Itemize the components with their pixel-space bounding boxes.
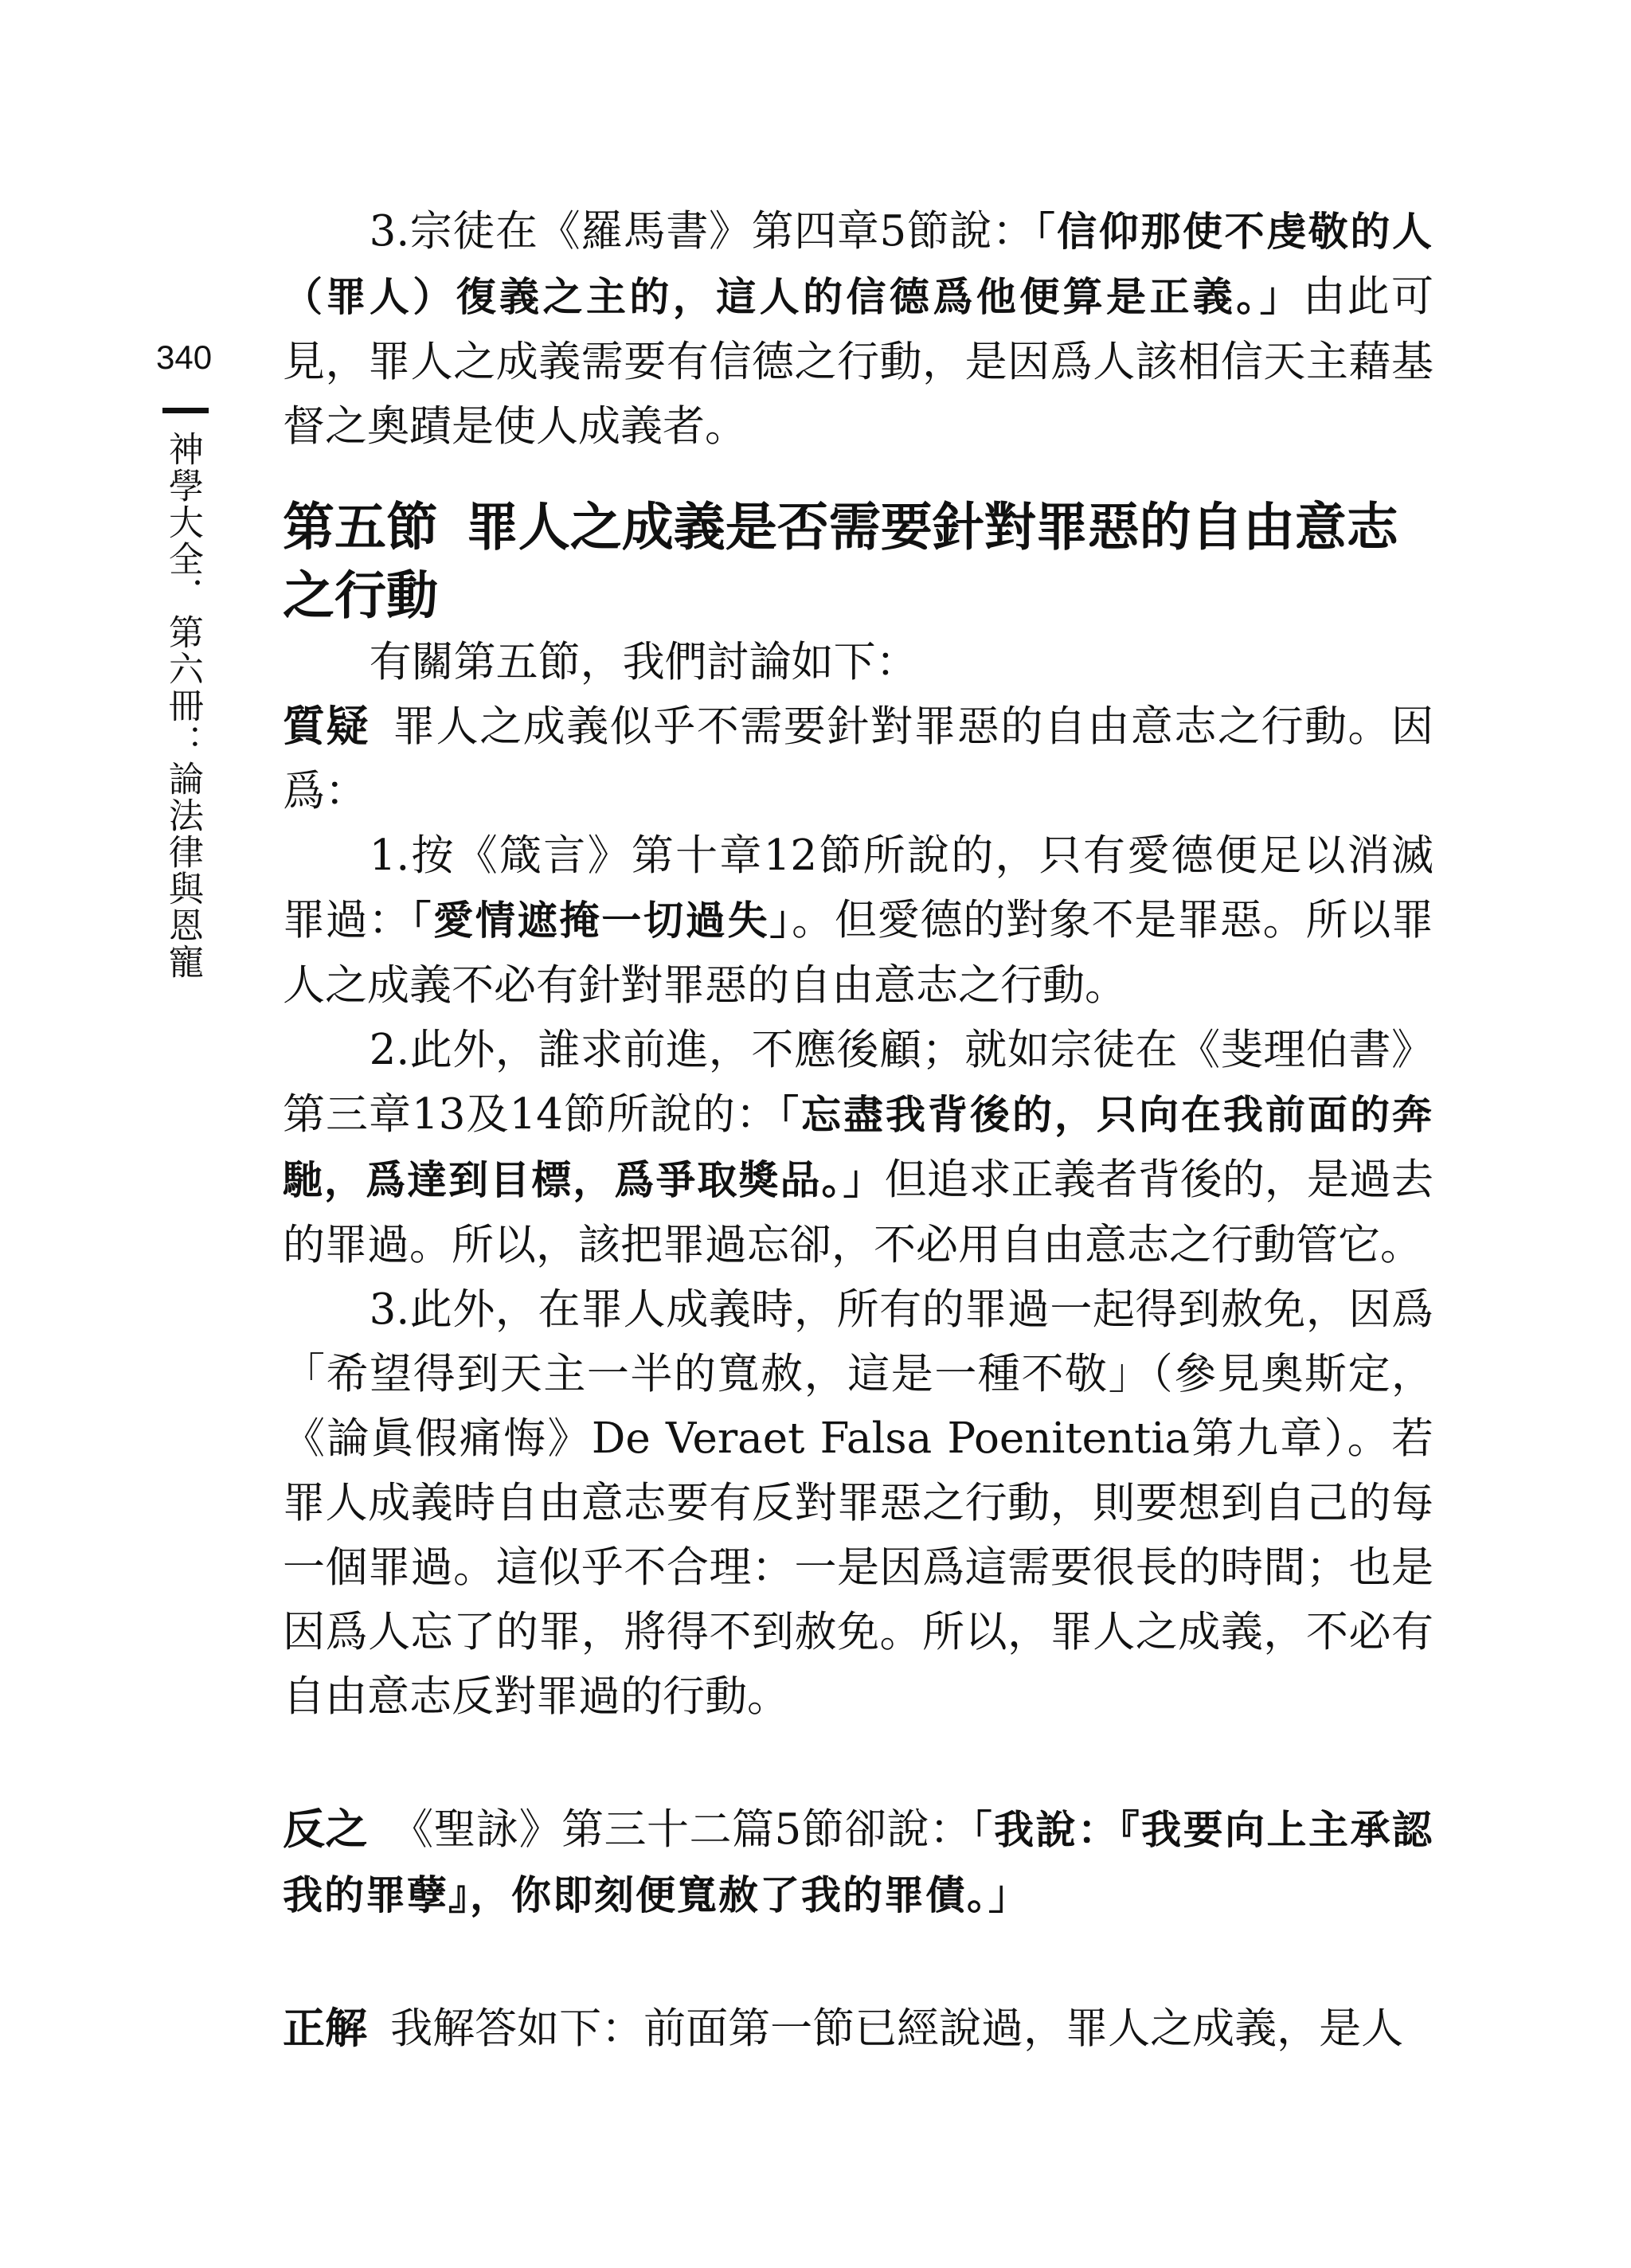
paragraph-text: 1.按《箴言》第十章12節所說的，只有愛德便足以消滅罪過： <box>283 831 1433 944</box>
objection-3: 3.此外，在罪人成義時，所有的罪過一起得到赦免，因爲「希望得到天主一半的寬赦，這是一種不敬」（參見奧斯定，《論眞假痛悔》De Veraet Falsa Poenitentia第九章）。若罪人成義時自由意志要有反對罪惡之行動，則要想到自己的每一個罪過。這似乎不合理：一是因爲這需要很長的時間；也是因爲人忘了的罪，將得不到赦免。所以，罪人之成義，不必有自由意志反對罪過的行動。 <box>283 1285 1433 1721</box>
sed-contra-paragraph <box>283 1797 1433 1928</box>
objection-paragraph <box>283 694 1433 823</box>
objection-1 <box>283 823 1433 1018</box>
objection-text: 罪人之成義似乎不需要針對罪惡的自由意志之行動。因爲： <box>283 702 1434 815</box>
paragraph-romans-quote <box>283 199 1433 459</box>
paragraph-text: 由此可見，罪人之成義需要有信德之行動，是因爲人該相信天主藉基督之奧蹟是使人成義者。 <box>283 272 1434 451</box>
answer-label: 正解 <box>283 2004 367 2053</box>
running-book-title: 神學大全．第六冊：論法律與恩寵 <box>162 431 203 980</box>
answer-paragraph <box>283 1996 1433 2061</box>
sed-contra-label: 反之 <box>283 1805 368 1854</box>
section-intro: 有關第五節，我們討論如下： <box>369 638 918 686</box>
paragraph-text: 《聖詠》第三十二篇5節卻說： <box>391 1805 972 1854</box>
paragraph-text: 。但愛德的對象不是罪惡。所以罪人之成義不必有針對罪惡的自由意志之行動。 <box>283 896 1434 1010</box>
page-body <box>283 199 1433 2061</box>
page-margin <box>156 338 244 980</box>
objection-2 <box>283 1018 1433 1277</box>
page-number: 340 <box>156 338 213 376</box>
scripture-quote: 「我說：『我要向上主承認我的罪孽』，你即刻便寬赦了我的罪債。」 <box>283 1807 1434 1918</box>
section-number: 第五節 <box>283 497 439 557</box>
section-title: 罪人之成義是否需要針對罪惡的自由意志之行動 <box>283 497 1398 626</box>
scripture-quote: 「忘盡我背後的，只向在我前面的奔馳，爲達到目標，爲爭取獎品。」 <box>283 1092 1433 1203</box>
scripture-quote: 「愛情遮掩一切過失」 <box>411 897 792 944</box>
objection-label: 質疑 <box>283 702 370 751</box>
margin-rule <box>162 408 209 413</box>
section-heading <box>283 493 1433 630</box>
answer-text: 我解答如下：前面第一節已經說過，罪人之成義，是人 <box>390 2004 1404 2053</box>
scripture-quote: 「信仰那使不虔敬的人（罪人）復義之主的，這人的信德爲他便算是正義。」 <box>283 209 1434 320</box>
paragraph-text: 但追求正義者背後的，是過去的罪過。所以，該把罪過忘卻，不必用自由意志之行動管它。 <box>283 1156 1434 1269</box>
paragraph-text: 2.此外，誰求前進，不應後顧；就如宗徒在《斐理伯書》第三章13及14節所說的： <box>283 1026 1433 1139</box>
paragraph-text: 3.宗徒在《羅馬書》第四章5節說： <box>369 207 1035 256</box>
